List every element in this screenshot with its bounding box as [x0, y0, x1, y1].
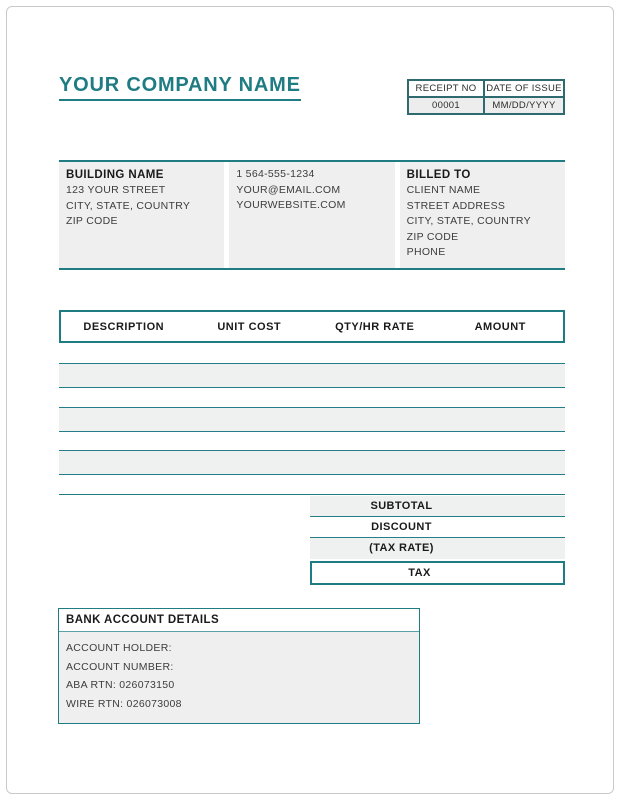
billed-to-cell [400, 162, 565, 268]
company-name-title: YOUR COMPANY NAME [59, 74, 301, 101]
receipt-no-header-cell: RECEIPT NO [408, 80, 484, 97]
client-zip-line: ZIP CODE [406, 230, 459, 243]
totals-block [310, 496, 565, 585]
account-holder-line[interactable]: ACCOUNT HOLDER: [66, 642, 172, 654]
tax-rate-row [310, 538, 565, 559]
building-info-cell [59, 162, 224, 268]
client-phone-line: PHONE [406, 246, 446, 258]
client-name-line: CLIENT NAME [406, 184, 481, 196]
item-row-2[interactable] [59, 407, 565, 432]
tax-label: TAX [408, 567, 431, 579]
billed-to-title: BILLED TO [406, 169, 471, 181]
tax-value-area[interactable] [499, 563, 563, 583]
building-name-title: BUILDING NAME [66, 169, 164, 181]
discount-value-area[interactable] [501, 517, 565, 537]
tax-total-box [310, 561, 565, 585]
building-street-line: 123 YOUR STREET [66, 184, 166, 196]
contact-website-line: YOURWEBSITE.COM [236, 199, 346, 211]
tax-rate-value-area[interactable] [501, 538, 565, 559]
building-zip-line: ZIP CODE [66, 215, 118, 227]
discount-row [310, 517, 565, 538]
bank-details-title: BANK ACCOUNT DETAILS [59, 609, 419, 632]
subtotal-value-area[interactable] [501, 496, 565, 516]
bank-details-body [59, 632, 419, 723]
date-of-issue-header-cell: DATE OF ISSUE [484, 80, 564, 97]
items-column-qty-hr-rate: QTY/HR RATE [335, 320, 415, 333]
contact-info-cell [229, 162, 394, 268]
client-city-line: CITY, STATE, COUNTRY [406, 215, 531, 227]
items-column-amount: AMOUNT [474, 320, 526, 333]
building-city-line: CITY, STATE, COUNTRY [66, 199, 191, 212]
date-of-issue-value-cell[interactable]: MM/DD/YYYY [484, 97, 564, 114]
items-column-unit-cost: UNIT COST [217, 320, 282, 333]
wire-rtn-line: WIRE RTN: 026073008 [66, 697, 182, 710]
client-street-line: STREET ADDRESS [406, 199, 506, 212]
subtotal-label: SUBTOTAL [370, 500, 433, 512]
item-row-1[interactable] [59, 363, 565, 388]
contact-phone-line: 1 564-555-1234 [236, 168, 315, 180]
discount-label: DISCOUNT [371, 521, 432, 533]
items-table-header [59, 310, 565, 343]
items-column-description: DESCRIPTION [83, 320, 165, 333]
subtotal-row [310, 496, 565, 517]
account-number-line[interactable]: ACCOUNT NUMBER: [66, 660, 174, 673]
items-bottom-divider [59, 494, 565, 495]
contact-email-line: YOUR@EMAIL.COM [236, 183, 341, 196]
aba-rtn-line: ABA RTN: 026073150 [66, 679, 175, 691]
bank-details-box [58, 608, 420, 724]
receipt-meta-table [407, 79, 565, 115]
tax-rate-label: (TAX RATE) [369, 542, 434, 554]
receipt-no-value-cell[interactable]: 00001 [408, 97, 484, 114]
item-row-3[interactable] [59, 450, 565, 475]
info-band [59, 160, 565, 270]
